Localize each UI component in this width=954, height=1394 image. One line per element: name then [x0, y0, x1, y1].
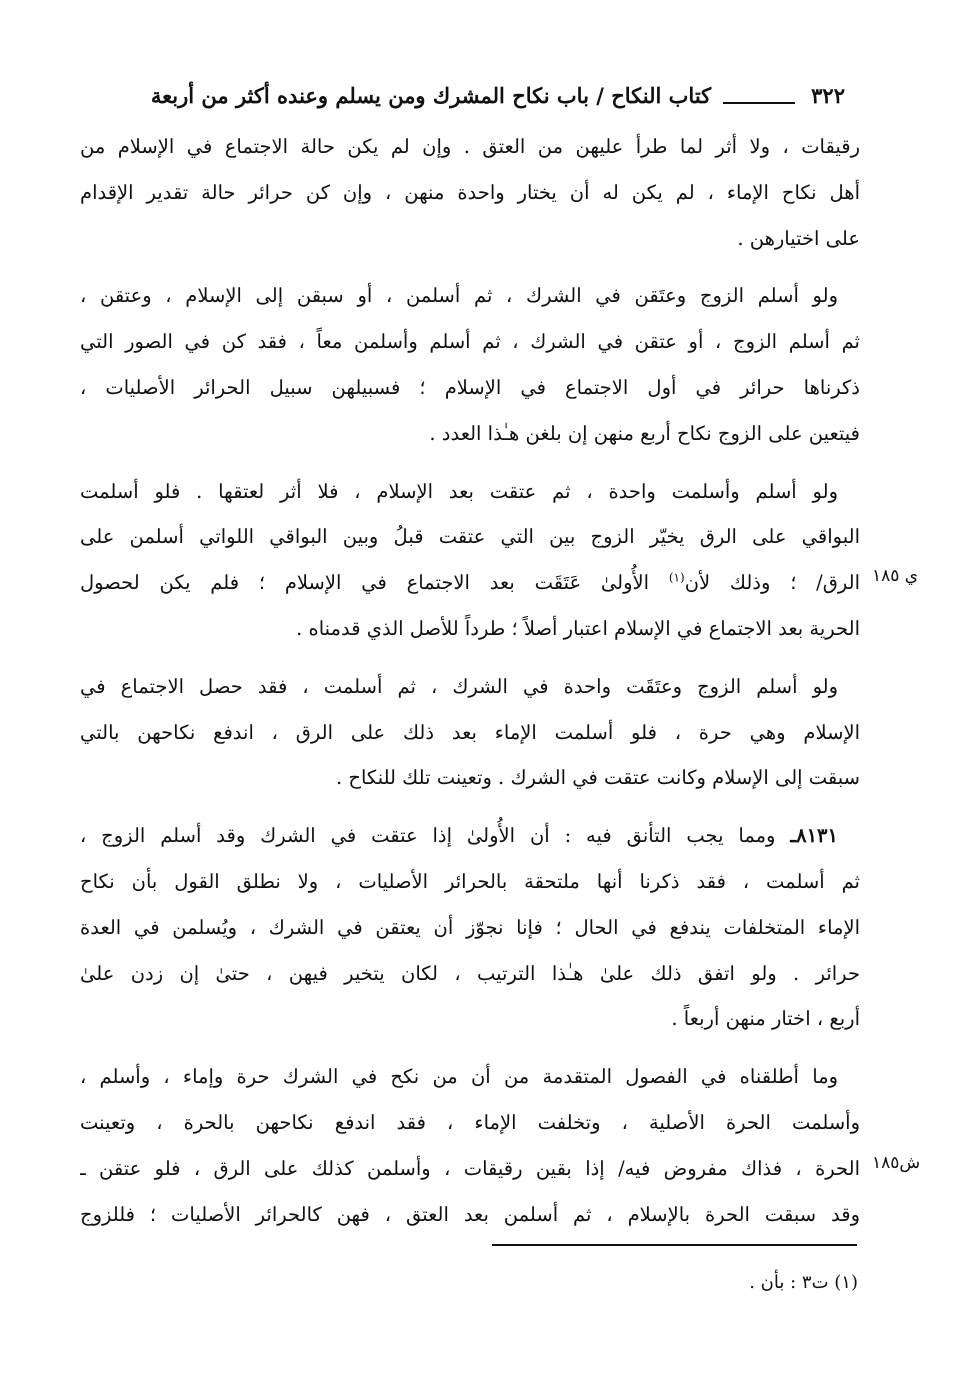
text-line: الإماء المتخلفات يندفع في الحال ؛ فإنا نجوّز أن يعتقن في الشرك ، ويُسلمن في العدة — [80, 915, 860, 939]
margin-note: ش١٨٥ — [872, 1153, 921, 1173]
margin-note: ي ١٨٥ — [872, 566, 919, 586]
paragraph — [80, 813, 860, 1042]
paragraph — [80, 664, 860, 801]
text-line — [80, 273, 860, 319]
text-line — [80, 469, 860, 515]
text-line: حرائر . ولو اتفق ذلك علىٰ هـٰذا الترتيب ، لكان يتخير فيهن ، حتىٰ إن زدن علىٰ — [80, 961, 860, 985]
footnote-number: (١) — [834, 1272, 858, 1293]
text-line — [80, 1054, 860, 1100]
header-rule — [723, 102, 795, 104]
line-text: وما أطلقناه في الفصول المتقدمة من أن من نكح في الشرك حرة وإماء ، وأسلم ، — [80, 1065, 838, 1089]
line-text: ومما يجب التأنق فيه : أن الأُولىٰ إذا عتقت في الشرك وقد أسلم الزوج ، — [80, 824, 776, 848]
text-line: البواقي على الرق يخيّر الزوج بين التي عتقت قبلُ وبين البواقي اللواتي أسلمن على — [80, 525, 860, 549]
line-text: ولو أسلم الزوج وعتَقن في الشرك ، ثم أسلمن ، أو سبقن إلى الإسلام ، وعتقن ، — [80, 284, 838, 308]
text-line — [80, 560, 860, 606]
running-header — [80, 78, 845, 112]
text-line: ثم أسلمت ، فقد ذكرنا أنها ملتحقة بالحرائر الأصليات ، ولا نطلق القول بأن نكاح — [80, 869, 860, 893]
text-line: على اختيارهن . — [737, 226, 860, 250]
line-text: ولو أسلم الزوج وعتَقَت واحدة في الشرك ، ثم أسلمت ، فقد حصل الاجتماع في — [80, 674, 838, 698]
footnote — [480, 1272, 858, 1293]
text-line: أهل نكاح الإماء ، لم يكن له أن يختار واحدة منهن ، وإن كن حرائر حالة تقدير الإقدام — [80, 180, 860, 204]
footnote-reference: (١) — [668, 570, 685, 585]
line-text: ولو أسلم وأسلمت واحدة ، ثم عتقت بعد الإسلام ، فلا أثر لعتقها . فلو أسلمت — [80, 479, 838, 503]
text-line: وأسلمت الحرة الأصلية ، وتخلفت الإماء ، فقد اندفع نكاحهن بالحرة ، وتعينت — [80, 1110, 860, 1134]
paragraph — [80, 273, 860, 456]
line-text: الأُولىٰ عَتَقَت بعد الاجتماع في الإسلام ؛ فلم يكن لحصول — [80, 571, 650, 595]
text-line: الإسلام وهي حرة ، فلو أسلمت الإماء بعد ذلك على الرق ، اندفع نكاحهن بالتي — [80, 720, 860, 744]
text-line: وقد سبقت الحرة بالإسلام ، ثم أسلمن بعد العتق ، فهن كالحرائر الأصليات ؛ فللزوج — [80, 1202, 860, 1226]
section-number: ٨١٣١ـ — [790, 824, 838, 848]
page-number: ٣٢٢ — [811, 82, 845, 108]
line-text: الرق/ ؛ وذلك لأن — [684, 571, 860, 595]
text-line — [80, 813, 860, 859]
paragraph — [80, 1054, 860, 1237]
text-line — [80, 664, 860, 710]
footnote-text: ت٣ : بأن . — [749, 1272, 829, 1293]
text-line: ثم أسلم الزوج ، أو عتقن في الشرك ، ثم أسلم وأسلمن معاً ، فقد كن في الصور التي — [80, 330, 860, 354]
text-line: الحرة ، فذاك مفروض فيه/ إذا بقين رقيقات ، وأسلمن كذلك على الرق ، فلو عتقن ـ — [80, 1156, 860, 1180]
header-title: كتاب النكاح / باب نكاح المشرك ومن يسلم وعنده أكثر من أربعة — [150, 82, 712, 108]
paragraph — [80, 124, 860, 261]
text-line: الحرية بعد الاجتماع في الإسلام اعتبار أصلاً ؛ طرداً للأصل الذي قدمناه . — [296, 616, 860, 640]
text-line: ذكرناها حرائر في أول الاجتماع في الإسلام ؛ فسبيلهن سبيل الحرائر الأصليات ، — [80, 375, 860, 399]
footnote-divider — [492, 1244, 857, 1246]
paragraph — [80, 469, 860, 652]
text-line: سبقت إلى الإسلام وكانت عتقت في الشرك . وتعينت تلك للنكاح . — [336, 766, 860, 790]
text-line: رقيقات ، ولا أثر لما طرأ عليهن من العتق . وإن لم يكن حالة الاجتماع في الإسلام من — [80, 135, 860, 158]
text-line: فيتعين على الزوج نكاح أربع منهن إن بلغن هـٰذا العدد . — [429, 421, 860, 445]
text-line: أربع ، اختار منهن أربعاً . — [671, 1007, 860, 1031]
body-text — [80, 124, 860, 1237]
